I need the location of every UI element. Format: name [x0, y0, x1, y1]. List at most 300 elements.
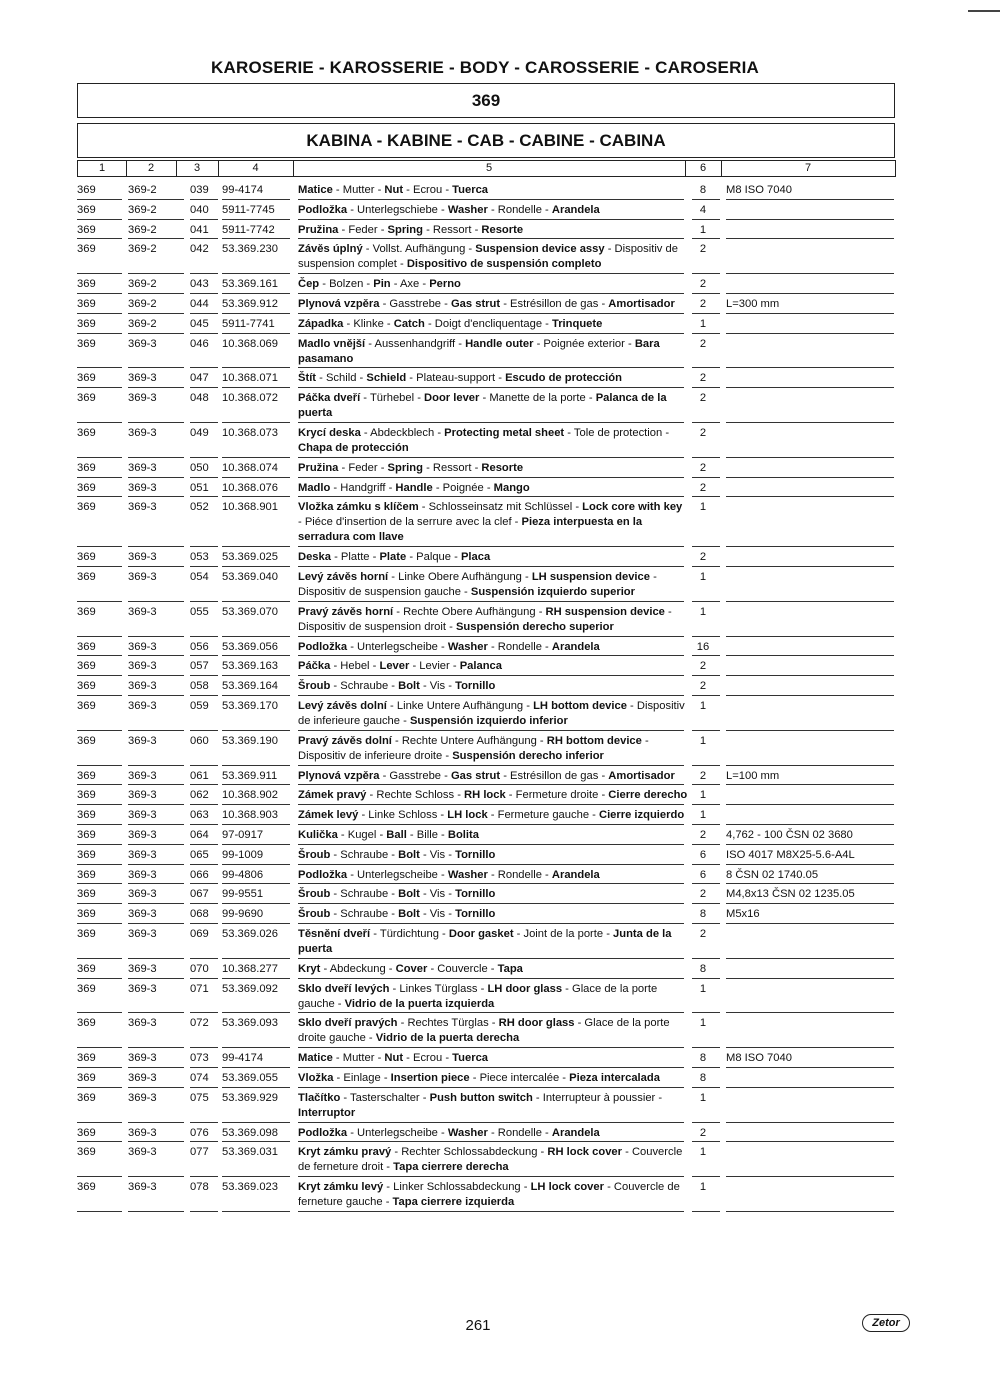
description-term: Tapa: [497, 962, 523, 975]
description-term: Spring: [387, 461, 423, 474]
row-underline: [190, 1211, 218, 1212]
col-part-number: 53.369.161: [222, 278, 278, 291]
col-subgroup: 369-3: [128, 337, 157, 350]
description-term: Resorte: [481, 223, 524, 236]
description-text: - Mutter -: [332, 1052, 385, 1065]
row-underline: [726, 1211, 894, 1212]
description-text: - Feder -: [338, 223, 388, 236]
col-description: [298, 317, 688, 332]
description-term: Bolt: [398, 908, 420, 921]
description-term: RH door glass: [498, 1017, 575, 1030]
description-term: Pružina: [298, 461, 339, 474]
description-term: Washer: [447, 203, 488, 216]
description-term: Suspensión derecho superior: [455, 620, 614, 633]
col-subgroup: 369-2: [128, 184, 157, 196]
col-quantity: 1: [699, 789, 707, 802]
col-subgroup: 369-3: [128, 461, 157, 474]
description-text: - Rechte Obere Aufhängung -: [393, 605, 546, 618]
description-term: Nut: [384, 184, 404, 196]
col-group: 369: [77, 1181, 96, 1194]
description-term: Plate: [379, 551, 407, 564]
col-group: 369: [77, 868, 96, 881]
table-row: [0, 458, 1000, 478]
col-position: 075: [190, 1091, 209, 1104]
col-description: [298, 982, 688, 1012]
row-underline: [298, 1211, 684, 1212]
description-term: Dispositivo de suspensión completo: [406, 258, 602, 271]
description-text: - Abdeckblech -: [360, 427, 445, 439]
description-term: Tlačítko: [298, 1091, 341, 1104]
table-row: [0, 388, 1000, 423]
col-quantity: 1: [699, 1017, 707, 1030]
description-text: - Gasstrebe -: [379, 298, 451, 310]
col-position: 078: [190, 1181, 209, 1194]
col-subgroup: 369-3: [128, 928, 157, 940]
description-term: Těsnění dveří: [298, 928, 371, 940]
col-group: 369: [77, 551, 96, 564]
col-group: 369: [77, 278, 96, 291]
description-text: - Plateau-support -: [406, 372, 506, 385]
description-term: Suspensión izquierdo superior: [470, 586, 635, 598]
col-group: 369: [77, 605, 96, 618]
description-term: Arandela: [551, 1126, 600, 1139]
description-text: - Couvercle de ferneture gauche -: [298, 1181, 680, 1209]
description-text: - Vis -: [419, 908, 456, 921]
description-term: Vidrio de la puerta derecha: [375, 1032, 520, 1045]
col-quantity: 2: [699, 888, 707, 901]
col-quantity: 1: [699, 1091, 707, 1104]
description-text: - Tasterschalter -: [340, 1091, 430, 1104]
description-term: Plynová vzpěra: [298, 298, 380, 310]
column-header-5: 5: [293, 161, 686, 176]
col-position: 052: [190, 501, 209, 514]
description-text: - Schlosseinsatz mit Schlüssel -: [418, 501, 583, 514]
col-quantity: 2: [699, 481, 707, 494]
table-row: [0, 478, 1000, 498]
col-subgroup: 369-3: [128, 427, 157, 439]
col-quantity: 2: [699, 829, 707, 841]
col-part-number: 53.369.170: [222, 700, 278, 712]
description-term: Levý závěs dolní: [298, 700, 387, 712]
col-position: 068: [190, 908, 209, 921]
col-description: [298, 1051, 688, 1066]
description-text: - Dispositiv de suspension complet -: [298, 243, 678, 271]
description-term: Madlo vnější: [298, 337, 366, 350]
col-group: 369: [77, 1072, 96, 1084]
description-text: - Rechte Schloss -: [366, 789, 465, 802]
col-quantity: 1: [699, 605, 707, 618]
description-term: Deska: [298, 551, 331, 564]
col-subgroup: 369-2: [128, 243, 157, 256]
description-text: - Vollst. Aufhängung -: [362, 243, 476, 256]
col-quantity: 8: [699, 962, 707, 975]
col-quantity: 1: [699, 1146, 707, 1159]
col-position: 066: [190, 868, 209, 881]
col-description: [298, 426, 688, 456]
col-part-number: 53.369.056: [222, 640, 278, 653]
col-part-number: 53.369.031: [222, 1146, 278, 1159]
col-position: 039: [190, 184, 209, 196]
description-term: Pin: [373, 278, 391, 291]
col-part-number: 53.369.164: [222, 680, 278, 693]
description-text: - Piéce d'insertion de la serrure avec la clef -: [298, 516, 522, 529]
col-description: [298, 808, 688, 823]
col-note: M8 ISO 7040: [726, 184, 792, 196]
description-text: - Ressort -: [422, 461, 482, 474]
col-description: [298, 550, 688, 565]
description-text: - Tole de protection -: [564, 427, 670, 439]
col-quantity: 2: [699, 1126, 707, 1139]
description-text: - Fermeture gauche -: [487, 809, 599, 822]
col-quantity: 1: [699, 571, 707, 583]
col-note: M8 ISO 7040: [726, 1052, 792, 1065]
description-term: Placa: [460, 551, 491, 564]
edge-mark: [968, 10, 1000, 12]
table-row: [0, 731, 1000, 766]
col-subgroup: 369-3: [128, 848, 157, 861]
col-description: [298, 297, 688, 312]
description-term: Interruptor: [298, 1106, 356, 1119]
column-header-row: [77, 160, 896, 177]
table-row: [0, 220, 1000, 240]
description-term: Matice: [298, 184, 333, 196]
table-row: [0, 979, 1000, 1014]
description-term: Bara pasamano: [298, 337, 660, 365]
col-position: 051: [190, 481, 209, 494]
description-text: - Linker Schlossabdeckung -: [383, 1181, 531, 1194]
description-term: Tornillo: [455, 888, 496, 901]
col-part-number: 5911-7745: [222, 203, 275, 216]
col-position: 062: [190, 789, 209, 802]
row-underline: [77, 1211, 122, 1212]
description-text: - Dispositiv de suspension gauche -: [298, 571, 657, 598]
col-subgroup: 369-3: [128, 1017, 157, 1030]
col-quantity: 2: [699, 680, 707, 693]
row-underline: [692, 1211, 720, 1212]
description-text: - Rondelle -: [487, 640, 552, 653]
col-position: 054: [190, 571, 209, 583]
col-quantity: 2: [699, 660, 707, 673]
table-row: [0, 334, 1000, 369]
col-quantity: 1: [699, 700, 707, 712]
description-term: RH bottom device: [546, 734, 642, 747]
table-row: [0, 180, 1000, 200]
table-row: [0, 1088, 1000, 1123]
col-group: 369: [77, 392, 96, 405]
col-position: 073: [190, 1052, 209, 1065]
description-term: Plynová vzpěra: [298, 769, 380, 782]
col-note: M4,8x13 ČSN 02 1235.05: [726, 888, 855, 901]
col-description: [298, 203, 688, 218]
description-text: - Unterlegscheibe -: [347, 640, 448, 653]
col-quantity: 8: [699, 1072, 707, 1084]
col-description: [298, 734, 688, 764]
description-text: - Glace de la porte gauche -: [298, 982, 658, 1010]
description-term: Šroub: [298, 680, 331, 693]
col-group: 369: [77, 982, 96, 995]
table-row: [0, 1142, 1000, 1177]
col-description: [298, 605, 688, 635]
col-position: 063: [190, 809, 209, 822]
description-term: Levý závěs horní: [298, 571, 389, 583]
col-part-number: 53.369.026: [222, 928, 278, 940]
col-description: [298, 659, 688, 674]
page-number: 261: [465, 1317, 491, 1334]
description-text: - Handgriff -: [330, 481, 396, 494]
col-position: 050: [190, 461, 209, 474]
col-subgroup: 369-2: [128, 278, 157, 291]
page-title: KAROSERIE - KAROSSERIE - BODY - CAROSSERIE - CAROSERIA: [211, 58, 759, 77]
description-term: Tuerca: [452, 1052, 489, 1065]
description-term: Protecting metal sheet: [444, 427, 565, 439]
col-part-number: 10.368.071: [222, 372, 278, 385]
col-subgroup: 369-3: [128, 640, 157, 653]
description-term: LH lock: [447, 809, 488, 822]
column-header-3: 3: [176, 161, 219, 176]
table-row: [0, 884, 1000, 904]
col-position: 076: [190, 1126, 209, 1139]
col-group: 369: [77, 1091, 96, 1104]
col-part-number: 53.369.055: [222, 1072, 278, 1084]
description-text: - Manette de la porte -: [479, 392, 596, 405]
col-group: 369: [77, 928, 96, 940]
description-term: Amortisador: [608, 769, 675, 782]
col-position: 047: [190, 372, 209, 385]
col-description: [298, 183, 688, 198]
description-term: Gas strut: [450, 298, 501, 310]
col-subgroup: 369-3: [128, 769, 157, 782]
col-quantity: 2: [699, 243, 707, 256]
col-group: 369: [77, 640, 96, 653]
description-text: - Unterlegscheibe -: [347, 868, 448, 881]
col-quantity: 2: [699, 278, 707, 291]
description-term: Kryt zámku levý: [298, 1181, 384, 1194]
col-position: 072: [190, 1017, 209, 1030]
description-text: - Linke Untere Aufhängung -: [386, 700, 534, 712]
description-term: Šroub: [298, 888, 331, 901]
column-header-6: 6: [685, 161, 722, 176]
description-term: Zámek pravý: [298, 789, 367, 802]
table-row: [0, 368, 1000, 388]
col-quantity: 1: [699, 1181, 707, 1194]
col-part-number: 99-4806: [222, 868, 264, 881]
col-position: 048: [190, 392, 209, 405]
description-text: - Doigt d'encliquentage -: [424, 317, 552, 330]
description-term: Matice: [298, 1052, 333, 1065]
description-text: - Gasstrebe -: [379, 769, 451, 782]
description-term: Palanca: [459, 660, 502, 673]
col-group: 369: [77, 809, 96, 822]
description-text: - Levier -: [409, 660, 460, 673]
col-description: [298, 828, 688, 843]
col-subgroup: 369-3: [128, 829, 157, 841]
description-term: Cierre izquierdo: [598, 809, 685, 822]
col-quantity: 1: [699, 982, 707, 995]
description-term: Sklo dveří levých: [298, 982, 390, 995]
col-group: 369: [77, 223, 96, 236]
table-row: [0, 785, 1000, 805]
col-quantity: 1: [699, 734, 707, 747]
col-group: 369: [77, 962, 96, 975]
col-part-number: 10.368.903: [222, 809, 278, 822]
col-quantity: 8: [699, 908, 707, 921]
col-description: [298, 1180, 688, 1210]
col-position: 070: [190, 962, 209, 975]
col-subgroup: 369-3: [128, 501, 157, 514]
description-text: - Dispositiv de inferieure gauche -: [298, 700, 685, 727]
col-position: 071: [190, 982, 209, 995]
table-row: [0, 805, 1000, 825]
description-text: - Ecrou -: [403, 184, 453, 196]
col-subgroup: 369-3: [128, 1126, 157, 1139]
col-quantity: 2: [699, 551, 707, 564]
table-row: [0, 1123, 1000, 1143]
col-quantity: 2: [699, 337, 707, 350]
description-term: Kulička: [298, 829, 338, 841]
description-term: Krycí deska: [298, 427, 361, 439]
table-row: [0, 314, 1000, 334]
col-position: 067: [190, 888, 209, 901]
table-row: [0, 602, 1000, 637]
col-part-number: 10.368.073: [222, 427, 278, 439]
col-description: [298, 223, 688, 238]
col-description: [298, 371, 688, 386]
col-description: [298, 927, 688, 957]
table-row: [0, 676, 1000, 696]
description-term: Páčka: [298, 660, 331, 673]
group-number: 369: [77, 83, 895, 118]
col-part-number: 97-0917: [222, 829, 264, 841]
section-subtitle: KABINA - KABINE - CAB - CABINE - CABINA: [77, 123, 895, 158]
col-note: L=100 mm: [726, 769, 780, 782]
table-row: [0, 637, 1000, 657]
description-term: Podložka: [298, 1126, 348, 1139]
col-description: [298, 277, 688, 292]
description-term: Štít: [298, 372, 317, 385]
col-subgroup: 369-3: [128, 868, 157, 881]
col-position: 043: [190, 278, 209, 291]
col-group: 369: [77, 243, 96, 256]
description-term: Pieza intercalada: [569, 1072, 660, 1084]
description-term: Washer: [447, 868, 488, 881]
col-description: [298, 337, 688, 367]
col-subgroup: 369-3: [128, 660, 157, 673]
col-subgroup: 369-3: [128, 1146, 157, 1159]
description-text: - Rondelle -: [487, 203, 552, 216]
col-description: [298, 962, 688, 977]
description-term: Gas strut: [450, 769, 501, 782]
col-position: 041: [190, 223, 209, 236]
col-part-number: 10.368.074: [222, 461, 278, 474]
description-term: RH lock cover: [547, 1146, 622, 1159]
table-row: [0, 1177, 1000, 1212]
col-quantity: 2: [699, 928, 707, 940]
description-text: - Estrésillon de gas -: [500, 298, 609, 310]
col-quantity: 2: [699, 461, 707, 474]
description-term: Podložka: [298, 203, 348, 216]
col-group: 369: [77, 680, 96, 693]
description-text: - Hebel -: [330, 660, 380, 673]
description-text: - Dispositiv de inferieure droite -: [298, 734, 649, 762]
description-text: - Bille -: [406, 829, 448, 841]
description-text: - Kugel -: [337, 829, 387, 841]
description-text: - Rechter Schlossabdeckung -: [391, 1146, 548, 1159]
description-text: - Piece intercalée -: [469, 1072, 570, 1084]
table-row: [0, 924, 1000, 959]
col-subgroup: 369-3: [128, 551, 157, 564]
col-part-number: 10.368.076: [222, 481, 278, 494]
description-term: Tornillo: [455, 680, 496, 693]
col-group: 369: [77, 317, 96, 330]
col-part-number: 53.369.912: [222, 298, 278, 310]
col-quantity: 2: [699, 427, 707, 439]
col-part-number: 10.368.072: [222, 392, 278, 405]
description-text: - Rondelle -: [487, 868, 552, 881]
description-text: - Unterlegschiebe -: [347, 203, 448, 216]
col-part-number: 53.369.230: [222, 243, 278, 256]
table-row: [0, 656, 1000, 676]
col-position: 045: [190, 317, 209, 330]
description-term: Junta de la puerta: [298, 928, 672, 955]
col-description: [298, 1145, 688, 1175]
description-text: - Interrupteur à poussier -: [532, 1091, 663, 1104]
description-term: Suspensión derecho inferior: [452, 749, 604, 762]
col-group: 369: [77, 660, 96, 673]
col-group: 369: [77, 337, 96, 350]
description-text: - Vis -: [419, 680, 456, 693]
description-term: Čep: [298, 278, 320, 291]
description-term: Insertion piece: [390, 1072, 470, 1084]
description-text: - Schraube -: [330, 888, 399, 901]
description-text: - Türdichtung -: [370, 928, 449, 940]
description-term: RH lock: [464, 789, 506, 802]
col-quantity: 1: [699, 223, 707, 236]
col-quantity: 1: [699, 501, 707, 514]
description-text: - Rechte Untere Aufhängung -: [391, 734, 547, 747]
table-row: [0, 696, 1000, 731]
description-term: Bolt: [398, 848, 420, 861]
col-position: 055: [190, 605, 209, 618]
col-subgroup: 369-2: [128, 298, 157, 310]
col-description: [298, 699, 688, 729]
col-part-number: 53.369.929: [222, 1091, 278, 1104]
description-term: Nut: [384, 1052, 404, 1065]
description-term: Cover: [395, 962, 428, 975]
col-description: [298, 640, 688, 655]
col-group: 369: [77, 1052, 96, 1065]
description-term: Bolt: [398, 680, 420, 693]
description-text: - Einlage -: [333, 1072, 391, 1084]
description-text: - Schraube -: [330, 680, 399, 693]
col-group: 369: [77, 184, 96, 196]
col-subgroup: 369-2: [128, 223, 157, 236]
description-text: - Axe -: [390, 278, 430, 291]
col-group: 369: [77, 829, 96, 841]
col-description: [298, 868, 688, 883]
col-quantity: 2: [699, 392, 707, 405]
table-row: [0, 766, 1000, 786]
col-part-number: 53.369.040: [222, 571, 278, 583]
col-part-number: 10.368.069: [222, 337, 278, 350]
col-subgroup: 369-3: [128, 888, 157, 901]
col-quantity: 2: [699, 769, 707, 782]
description-text: - Ressort -: [422, 223, 482, 236]
description-text: - Estrésillon de gas -: [500, 769, 609, 782]
table-row: [0, 274, 1000, 294]
description-term: Chapa de protección: [298, 442, 409, 454]
description-term: Tapa cierrere izquierda: [392, 1196, 515, 1209]
col-part-number: 53.369.023: [222, 1181, 278, 1194]
